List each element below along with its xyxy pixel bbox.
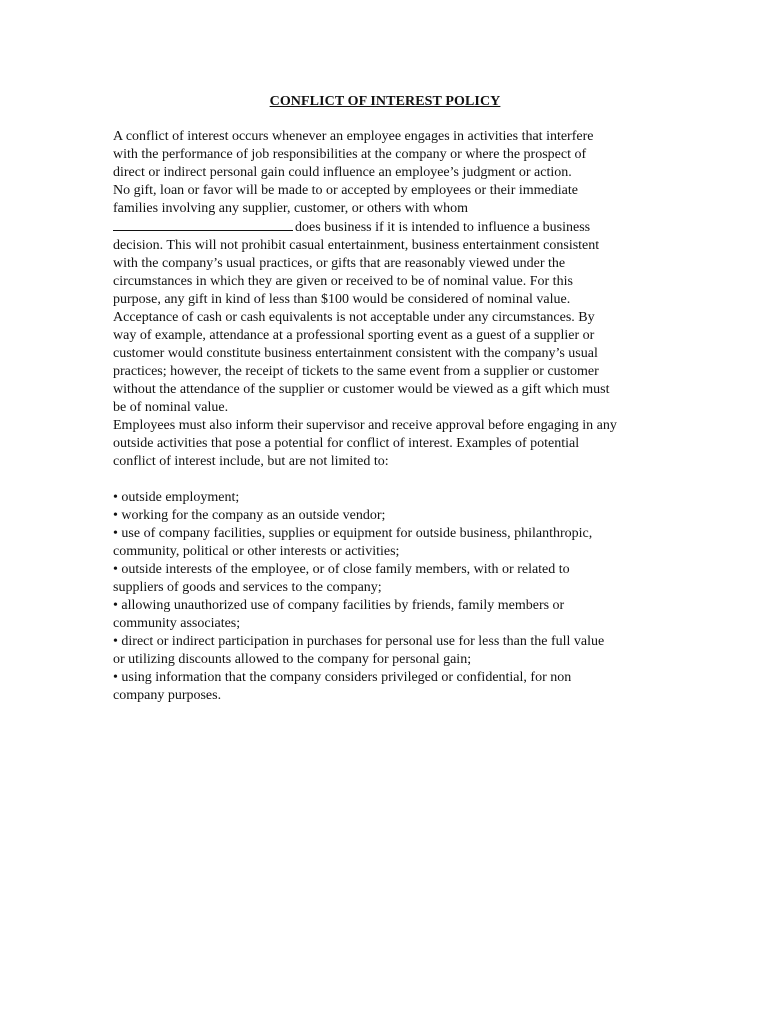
body-line: with the company’s usual practices, or gifts that are reasonably viewed under the: [113, 256, 566, 271]
bullet-line: • direct or indirect participation in purchases for personal use for less than the full value: [113, 634, 605, 649]
body-line: conflict of interest include, but are not limited to:: [113, 454, 389, 469]
bullet-line: • working for the company as an outside vendor;: [113, 508, 386, 523]
bullet-line: company purposes.: [113, 688, 222, 703]
blank-line: [113, 218, 673, 237]
body-line: with the performance of job responsibilities at the company or where the prospect of: [113, 147, 587, 162]
body-line: outside activities that pose a potential for conflict of interest. Examples of potential: [113, 436, 580, 451]
body-line: direct or indirect personal gain could influence an employee’s judgment or action.: [113, 165, 572, 180]
body-line: practices; however, the receipt of tickets to the same event from a supplier or customer: [113, 364, 599, 379]
body-line: No gift, loan or favor will be made to or accepted by employees or their immediate: [113, 183, 578, 198]
body-line: without the attendance of the supplier or customer would be viewed as a gift which must: [113, 382, 610, 397]
company-name-blank: [113, 218, 293, 231]
document-title: CONFLICT OF INTEREST POLICY: [269, 94, 501, 109]
body-line: customer would constitute business entertainment consistent with the company’s usual: [113, 346, 598, 361]
body-line: circumstances in which they are given or received to be of nominal value. For this: [113, 274, 573, 289]
body-line: Acceptance of cash or cash equivalents is not acceptable under any circumstances. By: [113, 310, 595, 325]
bullet-line: • outside employment;: [113, 490, 240, 505]
body-line: decision. This will not prohibit casual entertainment, business entertainment consistent: [113, 238, 600, 253]
bullet-line: • use of company facilities, supplies or equipment for outside business, philanthropic,: [113, 526, 593, 541]
paragraph-gap: [113, 471, 673, 489]
body-line: A conflict of interest occurs whenever an employee engages in activities that interfere: [113, 129, 594, 144]
body-line: purpose, any gift in kind of less than $100 would be considered of nominal value.: [113, 292, 571, 307]
bullet-line: • allowing unauthorized use of company facilities by friends, family members or: [113, 598, 565, 613]
blank-line-text: does business if it is intended to influence a business: [295, 220, 591, 235]
bullet-line: • outside interests of the employee, or of close family members, with or related to: [113, 562, 570, 577]
policy-body: [113, 128, 673, 705]
bullet-line: community associates;: [113, 616, 241, 631]
bullet-line: community, political or other interests or activities;: [113, 544, 400, 559]
body-line: way of example, attendance at a professional sporting event as a guest of a supplier or: [113, 328, 595, 343]
bullet-line: or utilizing discounts allowed to the company for personal gain;: [113, 652, 472, 667]
bullet-line: suppliers of goods and services to the company;: [113, 580, 382, 595]
body-line: families involving any supplier, customer, or others with whom: [113, 201, 469, 216]
body-line: Employees must also inform their supervisor and receive approval before engaging in any: [113, 418, 617, 433]
body-line: be of nominal value.: [113, 400, 229, 415]
bullet-line: • using information that the company considers privileged or confidential, for non: [113, 670, 572, 685]
